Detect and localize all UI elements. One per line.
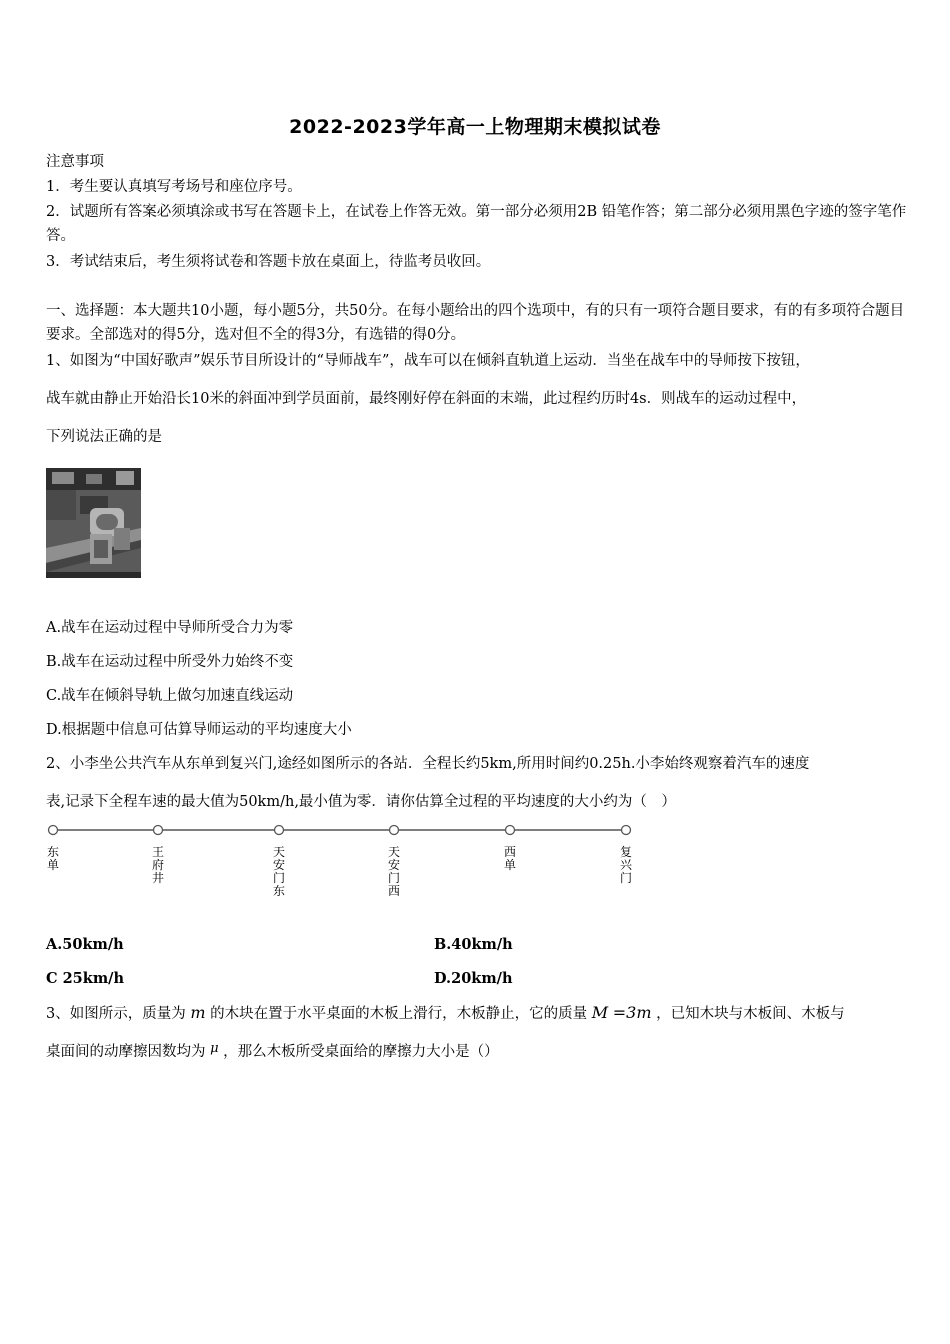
q1-option-c: C.战车在倾斜导轨上做匀加速直线运动 <box>46 688 294 704</box>
q3-text-1a: 3、如图所示，质量为 <box>46 1006 186 1022</box>
q2-option-c: C 25km/h <box>46 970 124 987</box>
station-dot <box>506 826 515 835</box>
q3-text-2b: ，那么木板所受桌面给的摩擦力大小是（） <box>223 1044 499 1060</box>
q1-stem-line3: 下列说法正确的是 <box>46 429 162 445</box>
notice-item-2: 2．试题所有答案必须填涂或书写在答题卡上，在试卷上作答无效。第一部分必须用2B 铅笔作答；第二部分必须用黑色字迹的签字笔作答。 <box>46 204 907 244</box>
q3-text-1b: 的木块在置于水平桌面的木板上滑行，木板静止，它的质量 <box>210 1006 588 1022</box>
q1-option-d: D.根据题中信息可估算导师运动的平均速度大小 <box>46 722 352 738</box>
station-dot <box>154 826 163 835</box>
q3-stem-line1 <box>46 1001 845 1026</box>
station-dot <box>49 826 58 835</box>
q2-stem-line2: 表,记录下全程车速的最大值为50km/h,最小值为零．请你估算全过程的平均速度的大小约为（ ） <box>46 794 676 810</box>
station-label-dongdan: 东单 <box>46 845 59 872</box>
station-dot <box>390 826 399 835</box>
q2-stem-line1: 2、小李坐公共汽车从东单到复兴门,途经如图所示的各站．全程长约5km,所用时间约0.25h.小李始终观察着汽车的速度 <box>46 756 810 772</box>
q3-equation: =3m <box>612 1003 652 1022</box>
q1-option-b: B.战车在运动过程中所受外力始终不变 <box>46 654 294 670</box>
q3-text-2a: 桌面间的动摩擦因数均为 <box>46 1044 206 1060</box>
station-label-fuxingmen: 复兴门 <box>619 845 632 885</box>
station-dot <box>275 826 284 835</box>
q1-stem-line2: 战车就由静止开始沿长10米的斜面冲到学员面前，最终刚好停在斜面的末端，此过程约历时4s．则战车的运动过程中， <box>46 391 807 407</box>
q2-option-b: B.40km/h <box>434 936 513 953</box>
page-title: 2022-2023学年高一上物理期末模拟试卷 <box>289 116 661 138</box>
station-label-wangfujing: 王府井 <box>151 845 164 885</box>
notice-heading: 注意事项 <box>46 154 104 170</box>
station-dot <box>622 826 631 835</box>
q3-text-1c: ，已知木块与木板间、木板与 <box>656 1006 845 1022</box>
q2-station-diagram <box>44 820 644 920</box>
station-label-tiananmen-west: 天安门西 <box>387 845 400 898</box>
q2-option-d: D.20km/h <box>434 970 513 987</box>
q1-option-a: A.战车在运动过程中导师所受合力为零 <box>46 620 294 636</box>
q3-var-m: m <box>190 1003 206 1022</box>
route-line <box>44 823 644 839</box>
q3-stem-line2 <box>46 1040 499 1065</box>
notice-item-3: 3．考试结束后，考生须将试卷和答题卡放在桌面上，待监考员收回。 <box>46 254 491 270</box>
station-label-xidan: 西单 <box>503 845 516 872</box>
q1-chariot-photo <box>46 468 141 578</box>
section1-intro: 一、选择题：本大题共10小题，每小题5分，共50分。在每小题给出的四个选项中，有的只有一项符合题目要求，有的有多项符合题目要求。全部选对的得5分，选对但不全的得3分，有选错的得0分。 <box>46 303 905 343</box>
notice-item-1: 1．考生要认真填写考场号和座位序号。 <box>46 179 302 195</box>
q3-var-M: M <box>591 1003 609 1022</box>
q1-stem-line1: 1、如图为“中国好歌声”娱乐节目所设计的“导师战车”，战车可以在倾斜直轨道上运动．当坐在战车中的导师按下按钮， <box>46 353 810 369</box>
station-label-tiananmen-east: 天安门东 <box>272 845 285 898</box>
q2-option-a: A.50km/h <box>46 936 124 953</box>
q3-var-mu: μ <box>210 1041 219 1056</box>
